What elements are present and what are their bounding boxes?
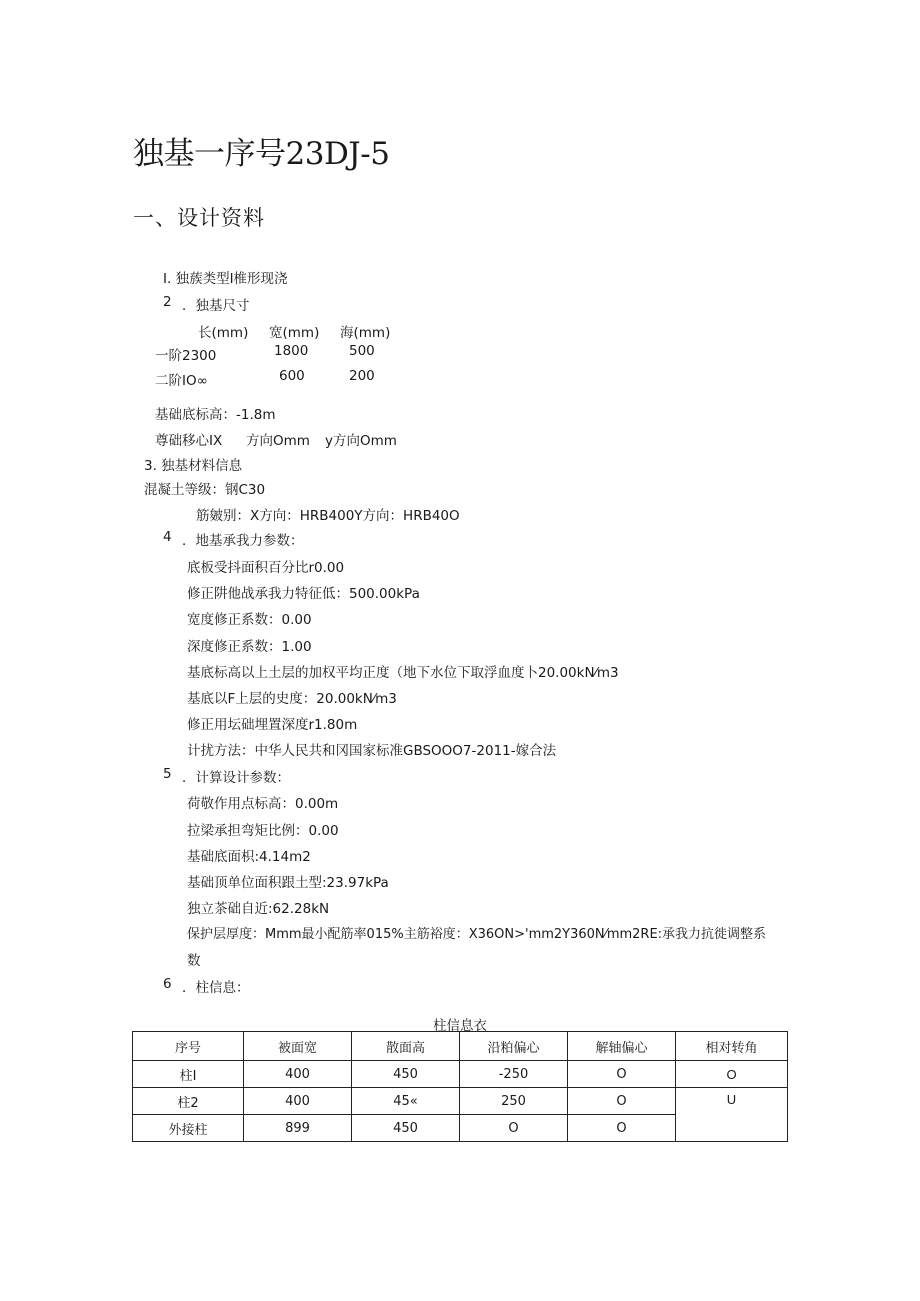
item-5-number: 5 (163, 766, 172, 782)
table-cell: 柱I (133, 1061, 244, 1088)
table-row (133, 1061, 788, 1088)
table-header: 序号 (133, 1032, 244, 1061)
param4-line: 宽度修正系数：0.00 (187, 612, 312, 628)
table-cell: -250 (460, 1061, 568, 1088)
table-cell: O (568, 1061, 676, 1088)
param5-line: 荷敬作用点标高：0.00m (187, 796, 339, 812)
param4-line: 底板受抖面积百分比r0.00 (187, 560, 345, 576)
item-4-number: 4 (163, 529, 172, 545)
item-5-label: ．计算设计参数： (182, 770, 290, 786)
table-cell: 45« (352, 1088, 460, 1115)
base-elevation: 基础底标高：-1.8m (155, 407, 276, 423)
item-1-foundation-type: I. 独蔟类型I椎形现浇 (163, 271, 288, 287)
dim-row1-height: 500 (349, 343, 375, 359)
rebar-grade: 筋皴别：X方向：HRB400Y方向：HRB40O (196, 508, 460, 524)
column-info-table (132, 1031, 788, 1142)
table-cell: O (460, 1115, 568, 1142)
item-6-number: 6 (163, 976, 172, 992)
item-2-number: 2 (163, 294, 172, 310)
table-header: 相对转角 (676, 1032, 788, 1061)
table-cell: 899 (244, 1115, 352, 1142)
item-6-label: ．柱信息： (182, 980, 250, 996)
table-row (133, 1088, 788, 1115)
table-header: 散面高 (352, 1032, 460, 1061)
table-header: 解轴偏心 (568, 1032, 676, 1061)
dim-row1-label: 一阶2300 (155, 348, 217, 364)
dim-header-length: 长(mm) (198, 325, 249, 341)
dim-row2-height: 200 (349, 368, 375, 384)
dim-row1-width: 1800 (274, 343, 309, 359)
param4-line: 修正阱他战承我力特征低：500.00kPa (187, 586, 420, 602)
table-header-row (133, 1032, 788, 1061)
dim-row2-width: 600 (279, 368, 305, 384)
table-cell: O (676, 1061, 788, 1088)
param5-line: 基础顶单位面积跟土型:23.97kPa (187, 875, 389, 891)
table-header: 被面宽 (244, 1032, 352, 1061)
param4-line: 修正用坛础埋置深度r1.80m (187, 717, 358, 733)
param5-line: 独立茶础自近:62.28kN (187, 901, 330, 917)
eccentric-label: 尊础移心IX (155, 433, 223, 449)
table-header: 沿粕偏心 (460, 1032, 568, 1061)
section-heading-design-data: 一、设计资料 (133, 206, 265, 230)
table-cell: 柱2 (133, 1088, 244, 1115)
table-cell: U (676, 1088, 788, 1142)
param4-line: 深度修正系数：1.00 (187, 639, 312, 655)
table-cell: 450 (352, 1061, 460, 1088)
param5-line: 拉梁承担弯矩比例：0.00 (187, 823, 339, 839)
dim-row2-label: 二阶IO∞ (155, 373, 208, 389)
dim-header-width: 宽(mm) (269, 325, 320, 341)
dim-header-height: 海(mm) (340, 325, 391, 341)
eccentric-y: y方向Omm (325, 433, 397, 449)
table-cell: 450 (352, 1115, 460, 1142)
page-title: 独基一序号23DJ-5 (133, 136, 390, 172)
table-cell: 400 (244, 1088, 352, 1115)
table-caption: 柱信息衣 (433, 1018, 487, 1034)
table-cell: 250 (460, 1088, 568, 1115)
param5-line: 保护层厚度：Mmm最小配筋率015%主筋裕度：X36ON>'mm2Y360N⁄mm2RE:承我力抗徙调整系 (187, 927, 767, 942)
param4-line: 计扰方法：中华人民共和冈国家标准GBSOOO7-2011-嫁合法 (187, 743, 557, 759)
param4-line: 基底标高以上土层的加权平均正度（地下水位下取浮血度卜20.00kN⁄m3 (187, 665, 619, 681)
concrete-grade: 混凝土等级：钢C30 (144, 482, 266, 498)
table-cell: 外接柱 (133, 1115, 244, 1142)
item-3-material: 3. 独基材料信息 (144, 458, 243, 474)
eccentric-x: 方向Omm (246, 433, 310, 449)
item-4-label: ．地基承我力参数： (182, 533, 304, 549)
table-cell: O (568, 1088, 676, 1115)
param5-line: 基础底面枳:4.14m2 (187, 849, 311, 865)
param4-line: 基底以F上层的史度：20.00kN⁄m3 (187, 691, 397, 707)
table-cell: O (568, 1115, 676, 1142)
param5-line-wrap: 数 (187, 953, 201, 969)
table-cell: 400 (244, 1061, 352, 1088)
item-2-label: ．独基尺寸 (182, 298, 250, 314)
